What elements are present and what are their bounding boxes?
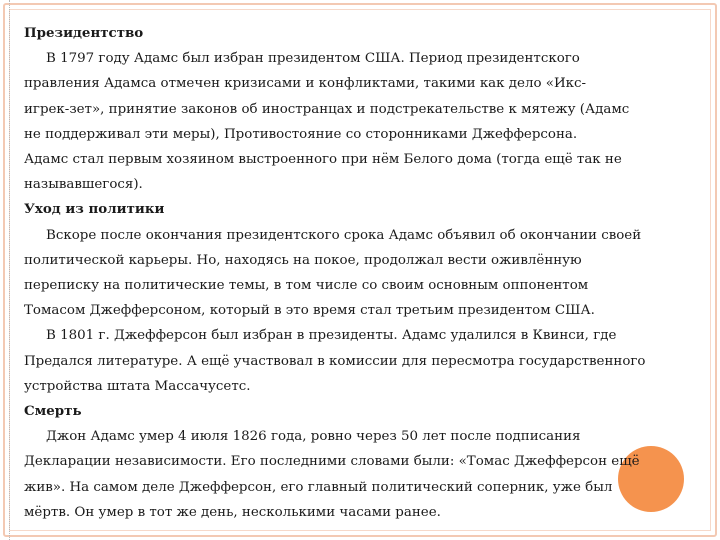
heading-death: Смерть <box>24 403 82 420</box>
slide-text-body <box>24 21 692 525</box>
retirement-line-5: В 1801 г. Джефферсон был избран в президенты. Адамс удалился в Квинси, где <box>46 328 617 344</box>
retirement-line-2: политической карьеры. Но, находясь на покое, продолжал вести оживлённую <box>24 252 582 268</box>
heading-retirement: Уход из политики <box>24 201 165 218</box>
dotted-margin-line <box>9 0 10 540</box>
retirement-line-1: Вскоре после окончания президентского срока Адамс объявил об окончании своей <box>46 227 642 243</box>
presidency-line-1: В 1797 году Адамс был избран президентом США. Период президентского <box>46 51 580 67</box>
presidency-line-6: называвшегося). <box>24 177 143 193</box>
presidency-line-5: Адамс стал первым хозяином выстроенного при нём Белого дома (тогда ещё так не <box>24 152 622 168</box>
death-line-1: Джон Адамс умер 4 июля 1826 года, ровно через 50 лет после подписания <box>46 429 581 445</box>
presidency-line-4: не поддерживал эти меры), Противостояние со сторонниками Джефферсона. <box>24 126 578 142</box>
presidency-line-2: правления Адамса отмечен кризисами и конфликтами, такими как дело «Икс- <box>24 76 587 92</box>
retirement-line-6: Предался литературе. А ещё участвовал в комиссии для пересмотра государственного <box>24 353 646 369</box>
death-line-3: жив». На самом деле Джефферсон, его главный политический соперник, уже был <box>24 479 613 495</box>
retirement-line-3: переписку на политические темы, в том числе со своим основным оппонентом <box>24 278 589 294</box>
death-line-2: Декларации независимости. Его последними словами были: «Томас Джефферсон ещё <box>24 454 640 470</box>
retirement-line-4: Томасом Джефферсоном, который в это время стал третьим президентом США. <box>24 303 595 319</box>
presidency-line-3: игрек-зет», принятие законов об иностранцах и подстрекательстве к мятежу (Адамс <box>24 101 630 117</box>
heading-presidency: Президентство <box>24 25 144 41</box>
death-line-4: мёртв. Он умер в тот же день, несколькими часами ранее. <box>24 504 441 520</box>
retirement-line-7: устройства штата Массачусетс. <box>24 378 251 394</box>
